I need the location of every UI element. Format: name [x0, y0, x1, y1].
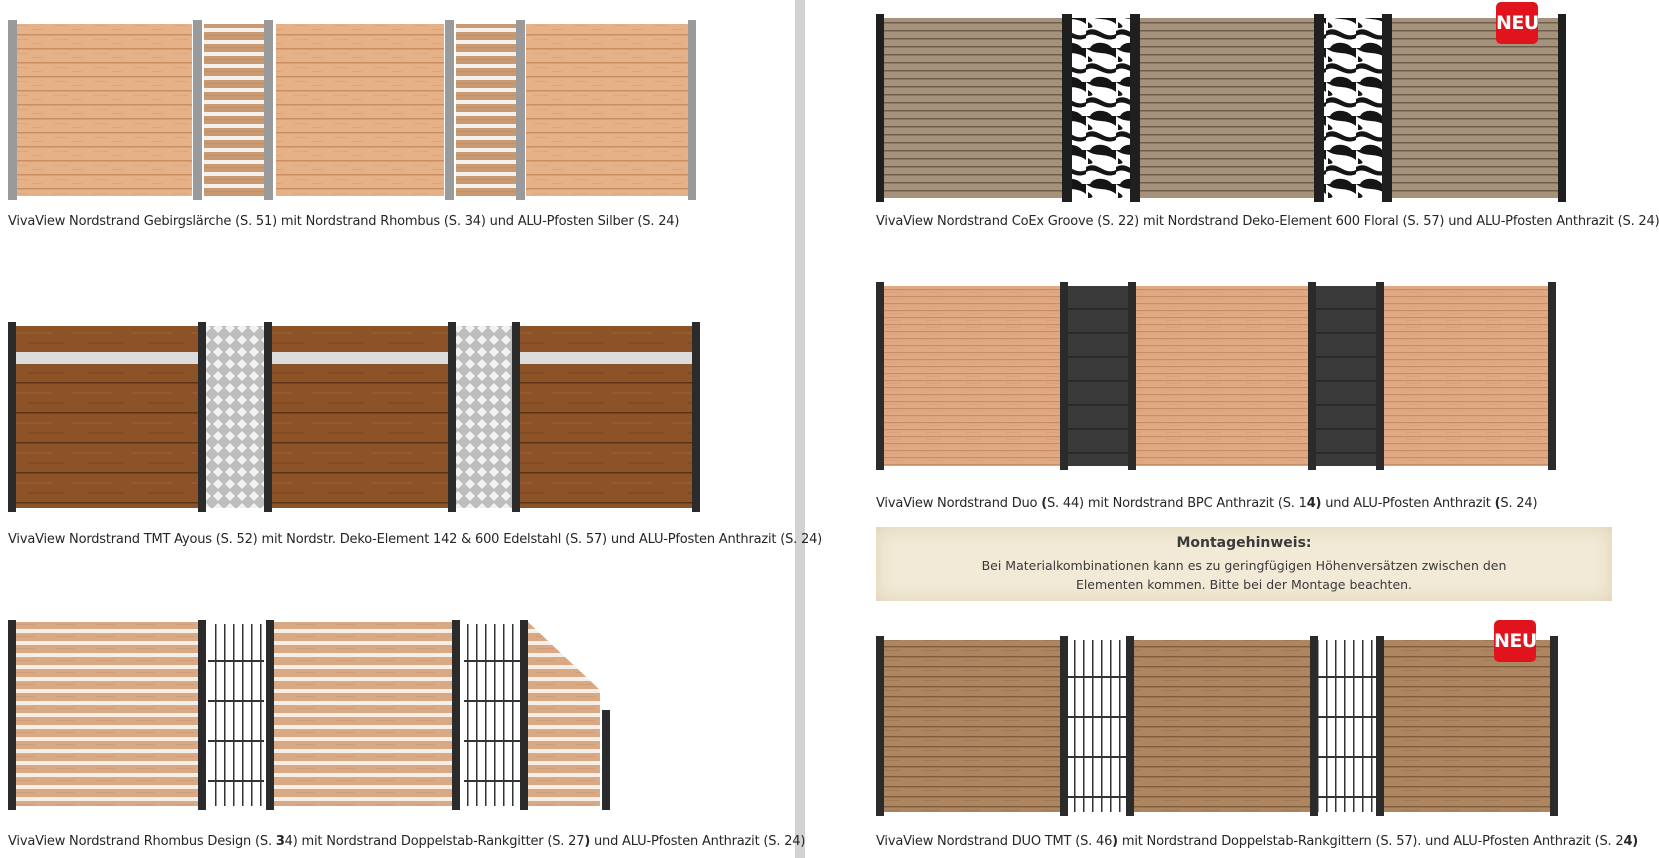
neu-badge-duo-tmt: NEU — [1494, 620, 1536, 662]
fence-image-duo — [876, 282, 1556, 470]
fence-image-gebirgslaerche — [8, 20, 696, 200]
neu-badge-coex: NEU — [1496, 2, 1538, 44]
fence-caption-duo-tmt: VivaView Nordstrand DUO TMT (S. 46) mit Nordstrand Doppelstab-Rankgittern (S. 57). und ALU-Pfosten Anthrazit (S. 24) — [876, 834, 1639, 849]
fence-image-tmt-ayous — [8, 322, 700, 512]
note-line-2: Elementen kommen. Bitte bei der Montage beachten. — [1075, 577, 1413, 592]
fence-caption-duo: VivaView Nordstrand Duo (S. 44) mit Nordstrand BPC Anthrazit (S. 14) und ALU-Pfosten Anthrazit (S. 24) — [876, 496, 1538, 511]
fence-image-duo-tmt — [876, 636, 1558, 816]
fence-image-rhombus-design — [8, 620, 612, 810]
note-title: Montagehinweis: — [1176, 535, 1312, 551]
note-line-1: Bei Materialkombinationen kann es zu geringfügigen Höhenversätzen zwischen den — [981, 558, 1507, 573]
fence-caption-tmt-ayous: VivaView Nordstrand TMT Ayous (S. 52) mit Nordstr. Deko-Element 142 & 600 Edelstahl (S. 57) und ALU-Pfosten Anthrazit (S. 24) — [8, 532, 823, 547]
fence-image-coex-groove — [876, 14, 1566, 202]
fence-caption-rhombus-design: VivaView Nordstrand Rhombus Design (S. 34) mit Nordstrand Doppelstab-Rankgitter (S. 27) und ALU-Pfosten Anthrazit (S. 24) — [8, 834, 806, 849]
montage-note — [876, 527, 1612, 601]
fence-caption-coex-groove: VivaView Nordstrand CoEx Groove (S. 22) mit Nordstrand Deko-Element 600 Floral (S. 57) und ALU-Pfosten Anthrazit (S. 24) — [876, 214, 1659, 229]
fence-caption-gebirgslaerche: VivaView Nordstrand Gebirgslärche (S. 51) mit Nordstrand Rhombus (S. 34) und ALU-Pfosten Silber (S. 24) — [8, 214, 680, 229]
column-divider — [795, 0, 805, 858]
